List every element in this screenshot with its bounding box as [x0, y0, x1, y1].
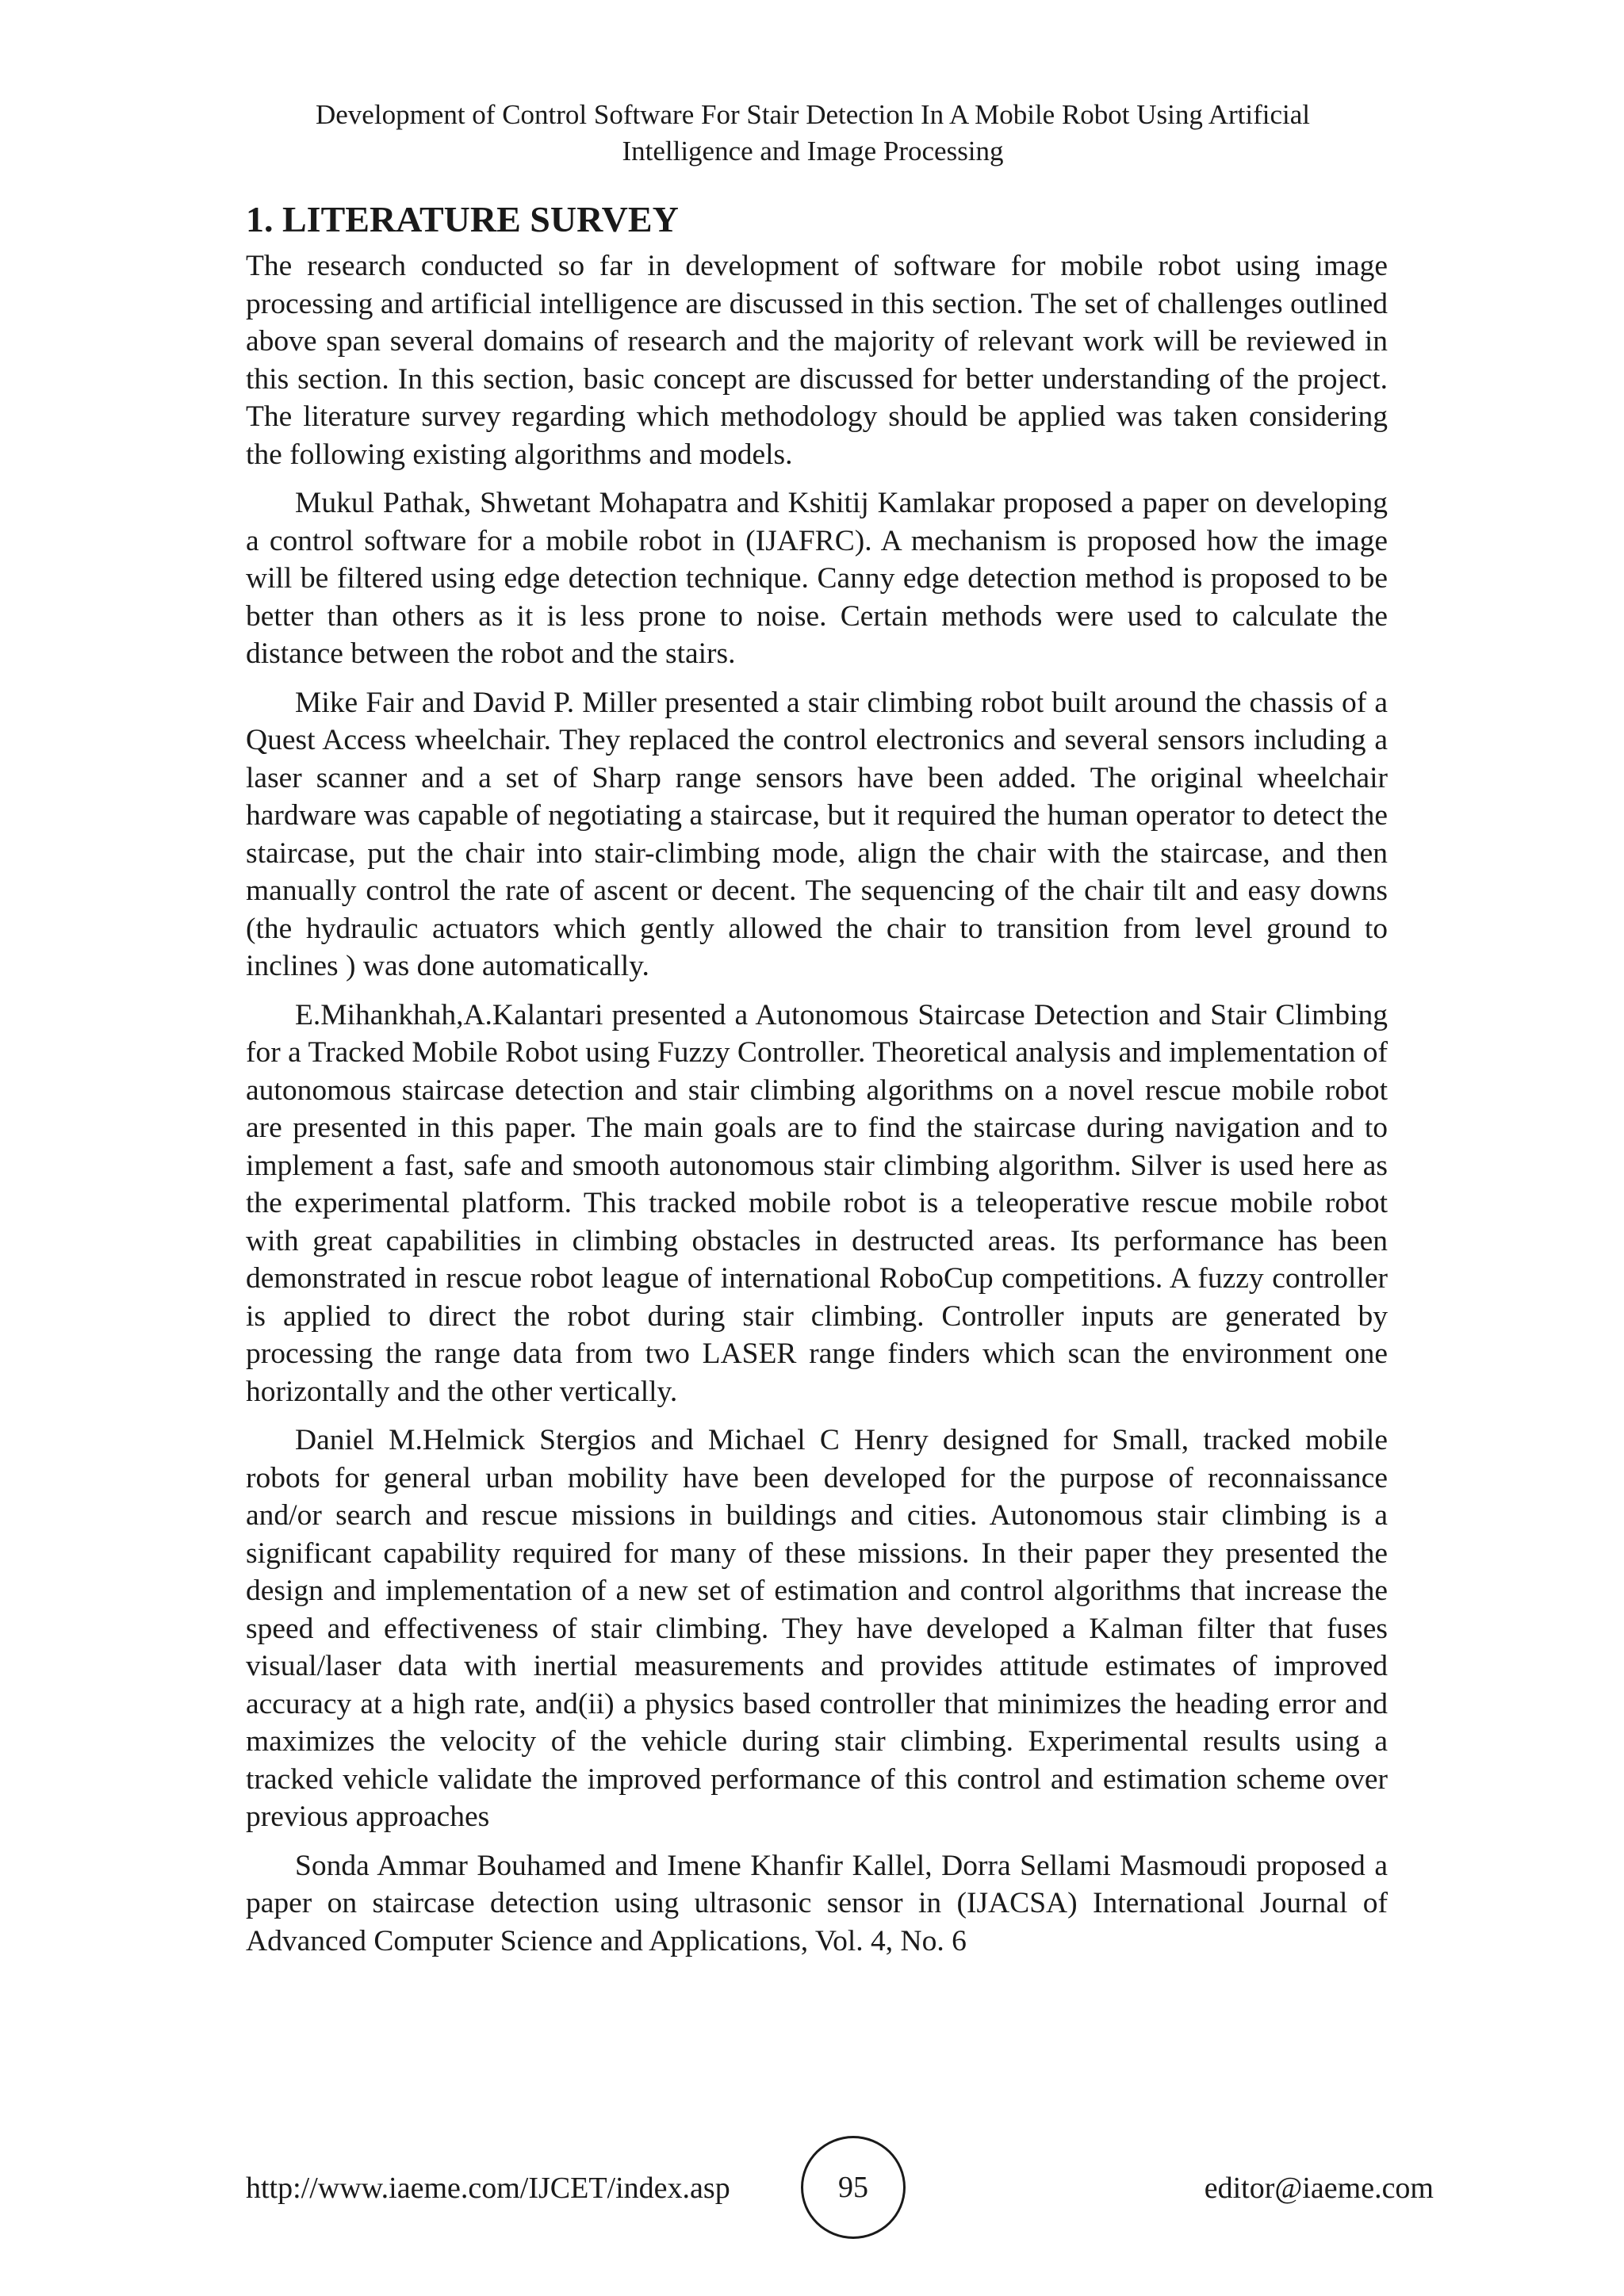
paragraph-fair-miller: Mike Fair and David P. Miller presented a stair climbing robot built around the chassis of a Quest Access wheelchair. They replaced the control electronics and several sensors including a laser scanner and a set of Sharp range sensors have been added. The original wheelchair hardware was capable of negotiating a staircase, but it required the human operator to detect the staircase, put the chair into stair-climbing mode, align the chair with the staircase, and then manually control the rate of ascent or decent. The sequencing of the chair tilt and easy downs (the hydraulic actuators which gently allowed the chair to transition from level ground to inclines ) was done automatically. — [246, 686, 1388, 982]
footer-email-link[interactable]: editor@iaeme.com — [1204, 2172, 1434, 2205]
section-title: 1. LITERATURE SURVEY — [246, 199, 679, 239]
page-body — [246, 197, 1388, 1971]
paragraph-bouhamed: Sonda Ammar Bouhamed and Imene Khanfir Kallel, Dorra Sellami Masmoudi proposed a paper on staircase detection using ultrasonic sensor in (IJACSA) International Journal of Advanced Computer Science and Applications, Vol. 4, No. 6 — [246, 1849, 1388, 1957]
page-footer — [0, 2136, 1624, 2239]
paragraph-intro: The research conducted so far in development of software for mobile robot using image processing and artificial intelligence are discussed in this section. The set of challenges outlined above span several domains of research and the majority of relevant work will be reviewed in this section. In this section, basic concept are discussed for better understanding of the project. The literature survey regarding which methodology should be applied was taken considering the following existing algorithms and models. — [246, 250, 1388, 471]
paragraph-helmick: Daniel M.Helmick Stergios and Michael C Henry designed for Small, tracked mobile robots for general urban mobility have been developed for the purpose of reconnaissance and/or search and rescue missions in buildings and cities. Autonomous stair climbing is a significant capability required for many of these missions. In their paper they presented the design and implementation of a new set of estimation and control algorithms that increase the speed and effectiveness of stair climbing. They have developed a Kalman filter that fuses visual/laser data with inertial measurements and provides attitude estimates of improved accuracy at a high rate, and(ii) a physics based controller that minimizes the heading error and maximizes the velocity of the vehicle during stair climbing. Experimental results using a tracked vehicle validate the improved performance of this control and estimation scheme over previous approaches — [246, 1424, 1388, 1833]
footer-url-link[interactable]: http://www.iaeme.com/IJCET/index.asp — [246, 2172, 730, 2205]
running-header-line-2: Intelligence and Image Processing — [622, 136, 1004, 166]
paragraph-pathak: Mukul Pathak, Shwetant Mohapatra and Kshitij Kamlakar proposed a paper on developing a control software for a mobile robot in (IJAFRC). A mechanism is proposed how the image will be filtered using edge detection technique. Canny edge detection method is proposed to be better than others as it is less prone to noise. Certain methods were used to calculate the distance between the robot and the stairs. — [246, 487, 1388, 670]
page-number: 95 — [801, 2136, 906, 2239]
running-header — [238, 97, 1388, 170]
running-header-line-1: Development of Control Software For Stair Detection In A Mobile Robot Using Artificial — [316, 99, 1310, 130]
paragraph-mihankhah: E.Mihankhah,A.Kalantari presented a Autonomous Staircase Detection and Stair Climbing for a Tracked Mobile Robot using Fuzzy Controller. Theoretical analysis and implementation of autonomous staircase detection and stair climbing algorithms on a novel rescue mobile robot are presented in this paper. The main goals are to find the staircase during navigation and to implement a fast, safe and smooth autonomous stair climbing algorithm. Silver is used here as the experimental platform. This tracked mobile robot is a teleoperative rescue mobile robot with great capabilities in climbing obstacles in destructed areas. Its performance has been demonstrated in rescue robot league of international RoboCup competitions. A fuzzy controller is applied to direct the robot during stair climbing. Controller inputs are generated by processing the range data from two LASER range finders which scan the environment one horizontally and the other vertically. — [246, 998, 1388, 1408]
